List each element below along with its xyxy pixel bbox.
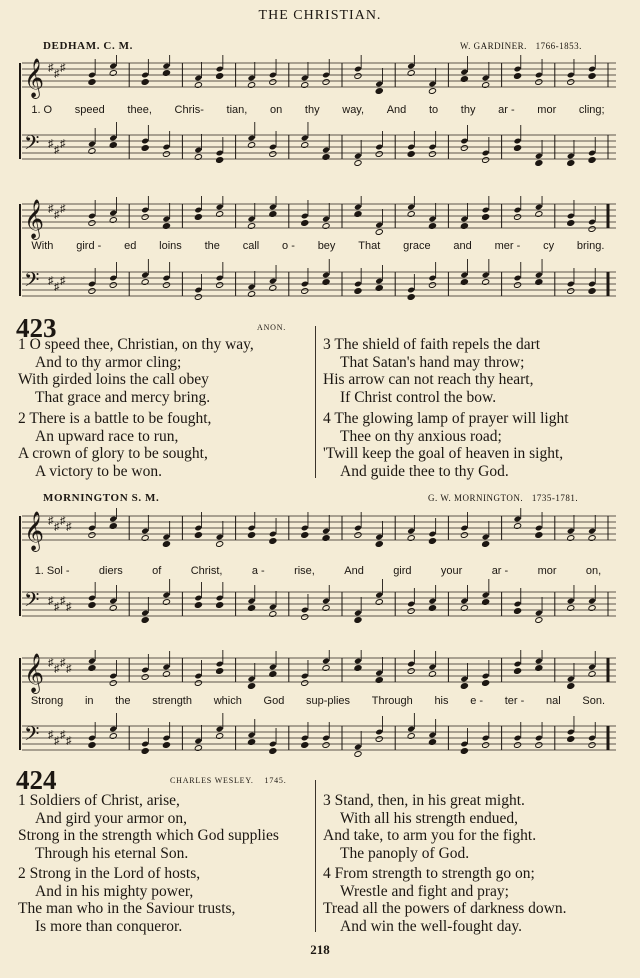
verse-line: With all his strength endued, [340, 809, 519, 827]
lyric-syllable: on, [585, 565, 602, 577]
tune-name: MORNINGTON S. M. [43, 492, 160, 504]
lyric-syllable: his [434, 695, 449, 707]
column-divider [315, 326, 316, 478]
verse-line: Tread all the powers of darkness down. [323, 900, 567, 918]
bass-clef-icon: 𝄢 [24, 268, 40, 296]
bass-clef-icon: 𝄢 [24, 722, 40, 750]
note-head [109, 680, 117, 687]
note-head [322, 742, 330, 749]
sharp-icon: ♯ [48, 515, 54, 527]
author: ANON. [257, 323, 287, 332]
verse-line: The panoply of God. [340, 844, 470, 862]
note-head [194, 602, 202, 609]
lyric-syllable: And [386, 104, 407, 116]
note-head [567, 683, 575, 690]
note-head [460, 145, 468, 152]
verse-line: If Christ control the bow. [340, 388, 497, 406]
note-head [482, 680, 490, 687]
sharp-icon: ♯ [54, 521, 60, 533]
lyric-syllable: And [344, 565, 364, 577]
composer [460, 41, 582, 51]
note-head [216, 602, 224, 609]
note-head [141, 79, 149, 86]
verse-line: And win the well-fought day. [340, 917, 522, 935]
verse-line: A crown of glory to be sought, [18, 445, 208, 463]
note-head [109, 282, 117, 289]
composer-name: G. W. MORNINGTON. [428, 493, 524, 503]
verse-line: 'Twill keep the goal of heaven in sight, [323, 445, 564, 463]
sharp-icon: ♯ [48, 275, 54, 287]
note-head [567, 220, 575, 227]
note-head [141, 145, 149, 152]
note-head [567, 160, 575, 167]
sharp-icon: ♯ [48, 729, 54, 741]
verse-line: 2 Strong in the Lord of hosts, [18, 865, 201, 882]
note-head [269, 151, 277, 158]
note-head [88, 220, 96, 227]
sharp-icon: ♯ [60, 729, 66, 741]
note-head [248, 683, 256, 690]
sharp-icon: ♯ [66, 521, 72, 533]
note-head [407, 668, 415, 675]
note-head [567, 79, 575, 86]
verse [18, 336, 254, 406]
note-head [194, 294, 202, 301]
note-head [354, 751, 362, 758]
lyric-syllable: call [242, 240, 260, 252]
hymn-number: 423 [16, 313, 57, 343]
note-head [216, 282, 224, 289]
note-head [588, 742, 596, 749]
lyric-syllable: ar - [491, 565, 509, 577]
verse-line: 4 From strength to strength go on; [323, 865, 535, 882]
verse-line: That Satan's hand may throw; [340, 353, 525, 371]
lyric-syllable: e - [470, 695, 484, 707]
author-date: 1745. [264, 776, 287, 785]
hymn-number: 424 [16, 765, 57, 795]
sharp-icon: ♯ [54, 144, 60, 156]
note-head [428, 538, 436, 545]
note-head [354, 532, 362, 539]
composer-name: W. GARDINER. [460, 41, 527, 51]
note-head [194, 532, 202, 539]
note-head [216, 73, 224, 80]
note-head [482, 742, 490, 749]
note-head [216, 157, 224, 164]
lyric-syllable: in [84, 695, 94, 707]
note-head [460, 683, 468, 690]
note-head [88, 602, 96, 609]
lyric-syllable: ar - [498, 104, 515, 116]
note-head [162, 541, 170, 548]
verse [323, 336, 540, 406]
verse [323, 792, 536, 862]
note-head [567, 736, 575, 743]
treble-clef-icon: 𝄞 [24, 199, 45, 239]
note-head [301, 532, 309, 539]
treble-clef-icon: 𝄞 [24, 511, 45, 551]
note-head [514, 742, 522, 749]
note-head [535, 79, 543, 86]
note-head [141, 748, 149, 755]
note-head [482, 157, 490, 164]
verse [18, 792, 279, 862]
sharp-icon: ♯ [66, 601, 72, 613]
sharp-icon: ♯ [54, 663, 60, 675]
lyric-syllable: ed [124, 240, 137, 252]
note-head [407, 608, 415, 615]
lyric-syllable: speed [74, 104, 105, 116]
lyric-syllable: on [270, 104, 283, 116]
note-head [301, 220, 309, 227]
lyric-syllable: mer - [494, 240, 521, 252]
note-head [269, 79, 277, 86]
lyric-syllable: That [358, 240, 381, 252]
verse-line: And in his mighty power, [35, 882, 194, 900]
lyric-line [20, 695, 616, 707]
note-head [141, 674, 149, 681]
note-head [354, 617, 362, 624]
verse-line: That grace and mercy bring. [35, 388, 211, 406]
lyric-syllable: thee, [127, 104, 152, 116]
note-head [194, 214, 202, 221]
page-header: THE CHRISTIAN. [258, 8, 382, 23]
note-head [514, 73, 522, 80]
note-head [407, 294, 415, 301]
verse-line: 3 The shield of faith repels the dart [323, 336, 541, 353]
verse-line: Strong in the strength which God supplies [18, 827, 279, 845]
tune-name: DEDHAM. C. M. [43, 40, 133, 52]
lyric-syllable: mor [537, 565, 557, 577]
lyric-syllable: to [428, 104, 439, 116]
verse-line: His arrow can not reach thy heart, [323, 371, 534, 389]
note-head [269, 748, 277, 755]
verse-line: And guide thee to thy God. [340, 462, 509, 480]
verse-line: 2 There is a battle to be fought, [18, 410, 212, 427]
lyric-syllable: 1. Sol - [34, 565, 70, 577]
verse [323, 410, 569, 480]
sharp-icon: ♯ [48, 203, 54, 215]
note-head [428, 88, 436, 95]
sharp-icon: ♯ [48, 595, 54, 607]
note-head [588, 226, 596, 233]
lyric-syllable: grace [403, 240, 431, 252]
note-head [216, 668, 224, 675]
verse [18, 410, 211, 480]
verse [18, 865, 235, 935]
lyric-syllable: With [31, 240, 54, 252]
lyric-syllable: diers [98, 565, 123, 577]
sharp-icon: ♯ [66, 735, 72, 747]
note-head [588, 288, 596, 295]
sharp-icon: ♯ [60, 595, 66, 607]
sharp-icon: ♯ [60, 275, 66, 287]
lyric-syllable: and [453, 240, 472, 252]
verse-line: With girded loins the call obey [18, 371, 209, 389]
verse-line: Thee on thy anxious road; [340, 427, 502, 445]
note-head [301, 288, 309, 295]
verse-line: And gird your armor on, [35, 809, 187, 827]
lyric-syllable: your [440, 565, 463, 577]
sharp-icon: ♯ [60, 657, 66, 669]
lyric-syllable: rise, [294, 565, 315, 577]
note-head [88, 742, 96, 749]
verse-line: And to thy armor cling; [35, 353, 182, 371]
note-head [514, 668, 522, 675]
note-head [301, 614, 309, 621]
verse-line: And take, to arm you for the fight. [323, 827, 537, 845]
note-head [88, 79, 96, 86]
note-head [354, 160, 362, 167]
verse-line: Wrestle and fight and pray; [340, 882, 509, 900]
note-head [269, 538, 277, 545]
note-head [141, 214, 149, 221]
lyric-syllable: the [204, 240, 220, 252]
note-head [375, 88, 383, 95]
verse-line: 1 O speed thee, Christian, on thy way, [18, 336, 254, 353]
note-head [514, 214, 522, 221]
lyric-syllable: Through [371, 695, 413, 707]
lyric-syllable: which [213, 695, 242, 707]
lyric-syllable: God [263, 695, 285, 707]
verse-line: A victory to be won. [35, 462, 162, 480]
sharp-icon: ♯ [54, 281, 60, 293]
composer-dates: 1766-1853. [535, 41, 582, 51]
note-head [460, 532, 468, 539]
sharp-icon: ♯ [60, 515, 66, 527]
note-head [428, 151, 436, 158]
lyric-syllable: sup-plies [306, 695, 351, 707]
lyric-syllable: Son. [582, 695, 606, 707]
note-head [407, 151, 415, 158]
note-head [88, 532, 96, 539]
lyric-syllable: o - [282, 240, 295, 252]
note-head [535, 532, 543, 539]
note-head [535, 160, 543, 167]
note-head [354, 73, 362, 80]
lyric-syllable: cy [543, 240, 555, 252]
note-head [588, 157, 596, 164]
verse-line: Is more than conqueror. [35, 917, 183, 935]
note-head [88, 288, 96, 295]
verse-line: Through his eternal Son. [35, 844, 189, 862]
lyric-syllable: ter - [504, 695, 525, 707]
lyric-syllable: 1. O [31, 104, 53, 116]
sharp-icon: ♯ [54, 68, 60, 80]
sharp-icon: ♯ [48, 657, 54, 669]
note-head [354, 288, 362, 295]
note-head [162, 151, 170, 158]
sharp-icon: ♯ [66, 663, 72, 675]
lyric-syllable: bring. [576, 240, 605, 252]
lyric-syllable: Christ, [190, 565, 223, 577]
note-head [375, 229, 383, 236]
composer-dates: 1735-1781. [531, 493, 579, 503]
note-head [482, 541, 490, 548]
lyric-syllable: cling; [578, 104, 605, 116]
sharp-icon: ♯ [60, 138, 66, 150]
bass-clef-icon: 𝄢 [24, 588, 40, 616]
note-head [514, 608, 522, 615]
author-name: CHARLES WESLEY. [170, 776, 254, 785]
note-head [482, 214, 490, 221]
lyric-syllable: tian, [226, 104, 248, 116]
note-head [301, 680, 309, 687]
note-head [375, 736, 383, 743]
note-head [322, 79, 330, 86]
treble-clef-icon: 𝄞 [24, 653, 45, 693]
verse-line: 1 Soldiers of Christ, arise, [18, 792, 180, 809]
column-divider [315, 780, 316, 932]
note-head [588, 73, 596, 80]
note-head [375, 541, 383, 548]
lyric-syllable: thy [304, 104, 320, 116]
verse-line: The man who in the Saviour trusts, [18, 900, 236, 918]
author [170, 776, 287, 785]
note-head [375, 151, 383, 158]
lyric-line [20, 565, 616, 577]
note-head [248, 532, 256, 539]
lyric-syllable: thy [460, 104, 476, 116]
verse-line: An upward race to run, [35, 427, 179, 445]
note-head [141, 617, 149, 624]
note-head [162, 742, 170, 749]
sharp-icon: ♯ [48, 62, 54, 74]
verse-line: 3 Stand, then, in his great might. [323, 792, 525, 809]
sharp-icon: ♯ [54, 735, 60, 747]
treble-clef-icon: 𝄞 [24, 58, 45, 98]
sharp-icon: ♯ [60, 62, 66, 74]
sharp-icon: ♯ [54, 209, 60, 221]
sharp-icon: ♯ [54, 601, 60, 613]
lyric-syllable: Strong [30, 695, 64, 707]
note-head [194, 680, 202, 687]
lyric-syllable: gird [393, 565, 412, 577]
sharp-icon: ♯ [60, 203, 66, 215]
lyric-syllable: gird - [76, 240, 102, 252]
lyric-syllable: loins [159, 240, 182, 252]
lyric-syllable: bey [317, 240, 336, 252]
lyric-syllable: strength [152, 695, 192, 707]
note-head [162, 282, 170, 289]
sharp-icon: ♯ [48, 138, 54, 150]
page-number: 218 [310, 942, 330, 957]
verse-line: 4 The glowing lamp of prayer will light [323, 410, 569, 427]
note-head [514, 282, 522, 289]
verse [323, 865, 567, 935]
note-head [460, 748, 468, 755]
lyric-syllable: mor [537, 104, 557, 116]
note-head [216, 541, 224, 548]
lyric-line [20, 240, 616, 252]
note-head [301, 742, 309, 749]
note-head [567, 288, 575, 295]
note-head [535, 742, 543, 749]
note-head [535, 617, 543, 624]
composer [428, 493, 578, 503]
lyric-syllable: of [152, 565, 162, 577]
bass-clef-icon: 𝄢 [24, 131, 40, 159]
lyric-line [20, 104, 616, 116]
lyric-syllable: nal [546, 695, 561, 707]
note-head [428, 282, 436, 289]
lyric-syllable: way, [342, 104, 365, 116]
lyric-syllable: the [115, 695, 131, 707]
note-head [514, 145, 522, 152]
lyric-syllable: Chris- [174, 104, 204, 116]
lyric-syllable: a - [251, 565, 265, 577]
